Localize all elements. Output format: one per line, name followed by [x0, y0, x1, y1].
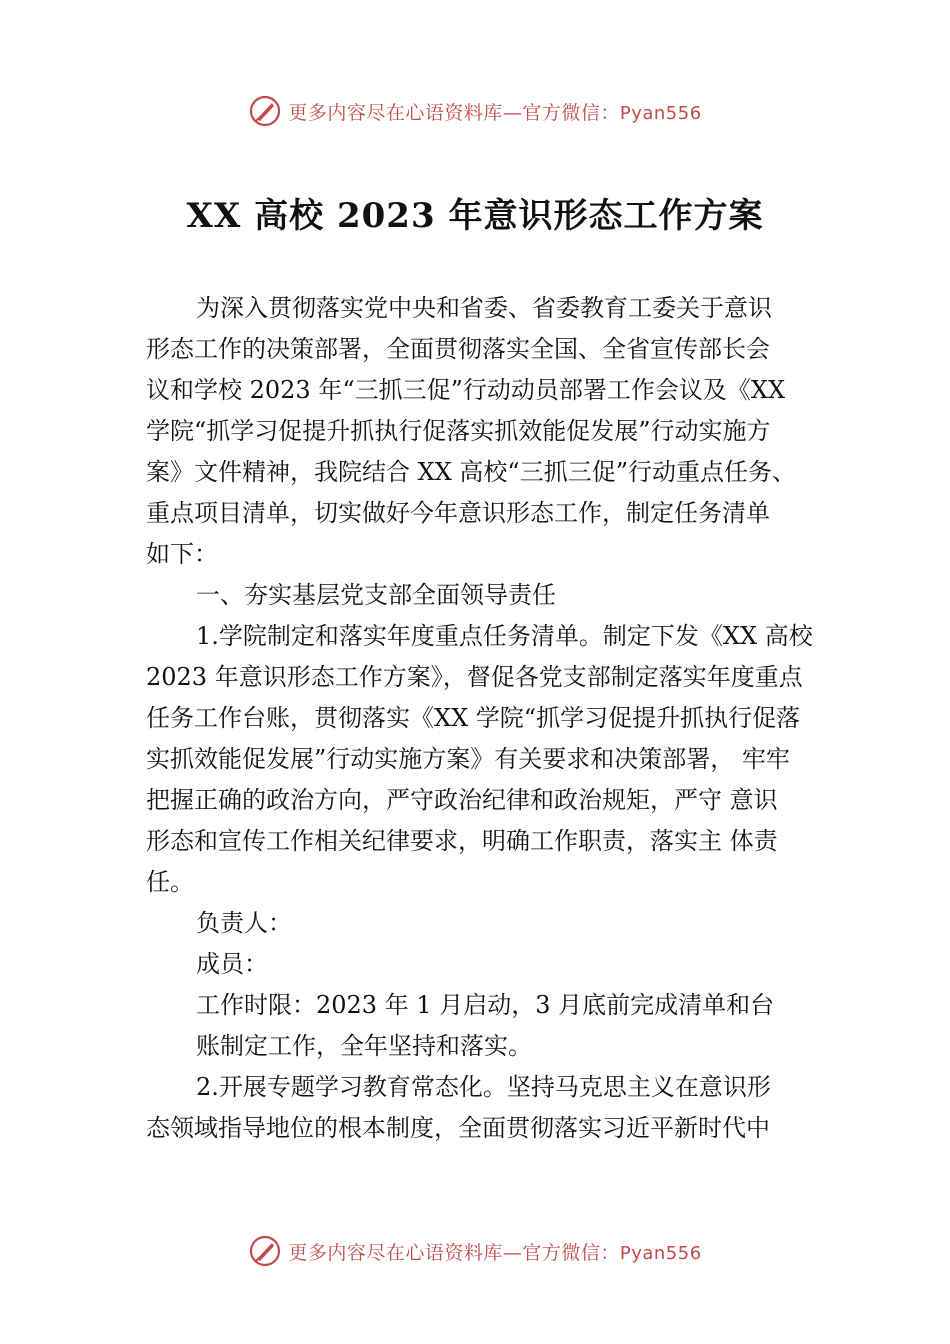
text-line: 如下：: [146, 540, 218, 568]
text-line: 2.开展专题学习教育常态化。坚持马克思主义在意识形: [196, 1073, 771, 1101]
text-line: 2023 年意识形态工作方案》，督促各党支部制定落实年度重点: [146, 663, 803, 691]
banner-text: [288, 98, 701, 125]
text-line: 任。: [146, 868, 194, 896]
text-line: 工作时限：2023 年 1 月启动，3 月底前完成清单和台: [196, 991, 775, 1019]
deadline-paragraph: [146, 985, 836, 1067]
banner-wechat-id: Pyan556: [619, 102, 702, 124]
banner-text: [288, 1238, 701, 1265]
text-line: 重点项目清单，切实做好今年意识形态工作，制定任务清单: [146, 499, 770, 527]
responsible-person-label: 负责人：: [196, 909, 292, 937]
text-line: 形态和宣传工作相关纪律要求，明确工作职责，落实主 体责: [146, 827, 778, 855]
quill-pen-icon: [248, 94, 282, 128]
text-line: 态领域指导地位的根本制度，全面贯彻落实习近平新时代中: [146, 1114, 770, 1142]
item-2-paragraph: [146, 1067, 836, 1149]
text-line: 议和学校 2023 年“三抓三促”行动动员部署工作会议及《XX: [146, 376, 786, 404]
banner-text-cn: 更多内容尽在心语资料库—官方微信：: [288, 101, 620, 124]
intro-paragraph: [146, 288, 836, 575]
text-line: 学院“抓学习促提升抓执行促落实抓效能促发展”行动实施方: [146, 417, 771, 445]
header-banner: [0, 94, 950, 128]
text-line: 形态工作的决策部署，全面贯彻落实全国、全省宣传部长会: [146, 335, 770, 363]
text-line: 案》文件精神，我院结合 XX 高校“三抓三促”行动重点任务、: [146, 458, 796, 486]
text-line: 账制定工作，全年坚持和落实。: [196, 1032, 532, 1060]
text-line: 任务工作台账，贯彻落实《XX 学院“抓学习促提升抓执行促落: [146, 704, 801, 732]
text-line: 为深入贯彻落实党中央和省委、省委教育工委关于意识: [196, 294, 772, 322]
banner-text-cn: 更多内容尽在心语资料库—官方微信：: [288, 1241, 620, 1264]
quill-pen-icon: [248, 1234, 282, 1268]
footer-banner: [0, 1234, 950, 1268]
item-1-paragraph: [146, 616, 836, 903]
text-line: 把握正确的政治方向，严守政治纪律和政治规矩，严守 意识: [146, 786, 778, 814]
members-label: 成员：: [196, 950, 268, 978]
document-title: XX 高校 2023 年意识形态工作方案: [186, 196, 764, 236]
section-heading: 一、夯实基层党支部全面领导责任: [196, 581, 556, 609]
banner-wechat-id: Pyan556: [619, 1242, 702, 1264]
document-body: [146, 288, 836, 1149]
text-line: 1.学院制定和落实年度重点任务清单。制定下发《XX 高校: [196, 622, 813, 650]
text-line: 实抓效能促发展”行动实施方案》有关要求和决策部署， 牢牢: [146, 745, 790, 773]
